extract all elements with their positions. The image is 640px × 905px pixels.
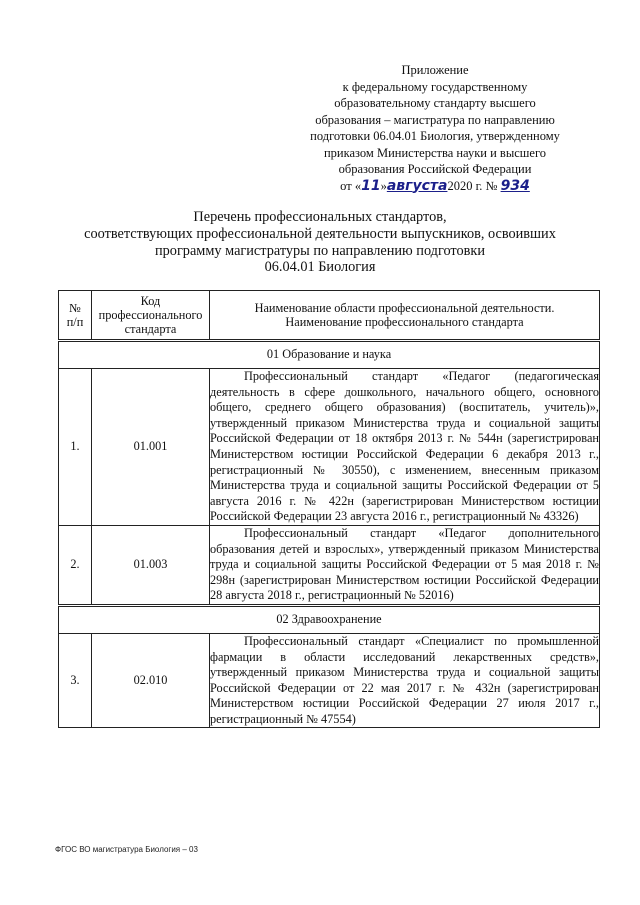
section-row [59,341,600,369]
header-name [210,291,600,341]
order-month-handwritten: августа [386,177,448,194]
header-name-line1: Наименование области профессиональной деятельности. [254,301,555,315]
appendix-line: подготовки 06.04.01 Биология, утвержденному [310,129,560,143]
row-description-text: Профессиональный стандарт «Педагог дополнительного образования детей и взрослых», утвержденный приказом Министерства труда и социальной защиты Российской Федерации от 5 мая 2018 г. № 298н (зарегистрирован Министерством юстиции Российской Федерации 28 августа 2018 г., регистрационный № 52016) [210,525,599,603]
row-description-text: Профессиональный стандарт «Педагог (педагогическая деятельность в сфере дошкольного, начального общего, основного общего, среднего общего образования) (воспитатель, учитель)», утвержденный приказом Министерства труда и социальной защиты Российской Федерации от 18 октября 2013 г. № 544н (зарегистрирован Министерством юстиции Российской Федерации 6 декабря 2013 г., регистрационный № 30550), с изменением, внесенным приказом Министерства труда и социальной защиты Российской Федерации от 5 августа 2016 г. № 422н (зарегистрирован Министерством юстиции Российской Федерации 23 августа 2016 г., регистрационный № 43326) [210,369,599,524]
row-num: 2. [59,525,92,605]
appendix-line: Приложение [401,63,469,77]
appendix-line: к федеральному государственному [342,79,528,94]
order-number-handwritten: 934 [500,177,530,194]
order-date-line [300,178,570,195]
title-line: 06.04.01 Биология [264,259,376,276]
row-code: 01.003 [92,525,210,605]
title-line: соответствующих профессиональной деятельности выпускников, освоивших [84,225,556,242]
section-title: 01 Образование и наука [59,341,600,369]
header-code: Код профессионального стандарта [92,291,210,341]
title-line: Перечень профессиональных стандартов, [193,209,447,225]
order-day-handwritten: 11 [361,177,381,194]
header-name-line2: Наименование профессионального стандарта [285,315,524,329]
table-header-row [59,291,600,341]
document-title [40,209,600,276]
row-description-text: Профессиональный стандарт «Специалист по промышленной фармации в области исследований лекарственных средств», утвержденный приказом Министерства труда и социальной защиты Российской Федерации от 22 мая 2017 г. № 432н (зарегистрирован Министерством юстиции Российской Федерации 27 июля 2017 г., регистрационный № 47554) [210,633,599,726]
header-num: № п/п [59,291,92,341]
appendix-line: приказом Министерства науки и высшего [323,145,547,160]
row-description [210,633,600,728]
row-code: 01.001 [92,369,210,526]
section-title: 02 Здравоохранение [59,605,600,633]
appendix-line: образовательному стандарту высшего [334,96,536,110]
appendix-line: образования Российской Федерации [338,162,532,176]
order-prefix: от « [340,178,362,193]
row-num: 1. [59,369,92,526]
row-description [210,369,600,526]
section-row [59,605,600,633]
page-footer: ФГОС ВО магистратура Биология – 03 [55,845,198,854]
row-num: 3. [59,633,92,728]
row-code: 02.010 [92,633,210,728]
table-row [59,633,600,728]
order-year: 2020 г. № [447,178,498,193]
table-row [59,369,600,526]
row-description [210,525,600,605]
appendix-line: образования – магистратура по направлению [315,112,555,127]
title-line: программу магистратуры по направлению подготовки [155,242,485,259]
order-sep: » [380,178,387,193]
standards-table [58,290,600,728]
table-row [59,525,600,605]
appendix-block [300,62,570,194]
